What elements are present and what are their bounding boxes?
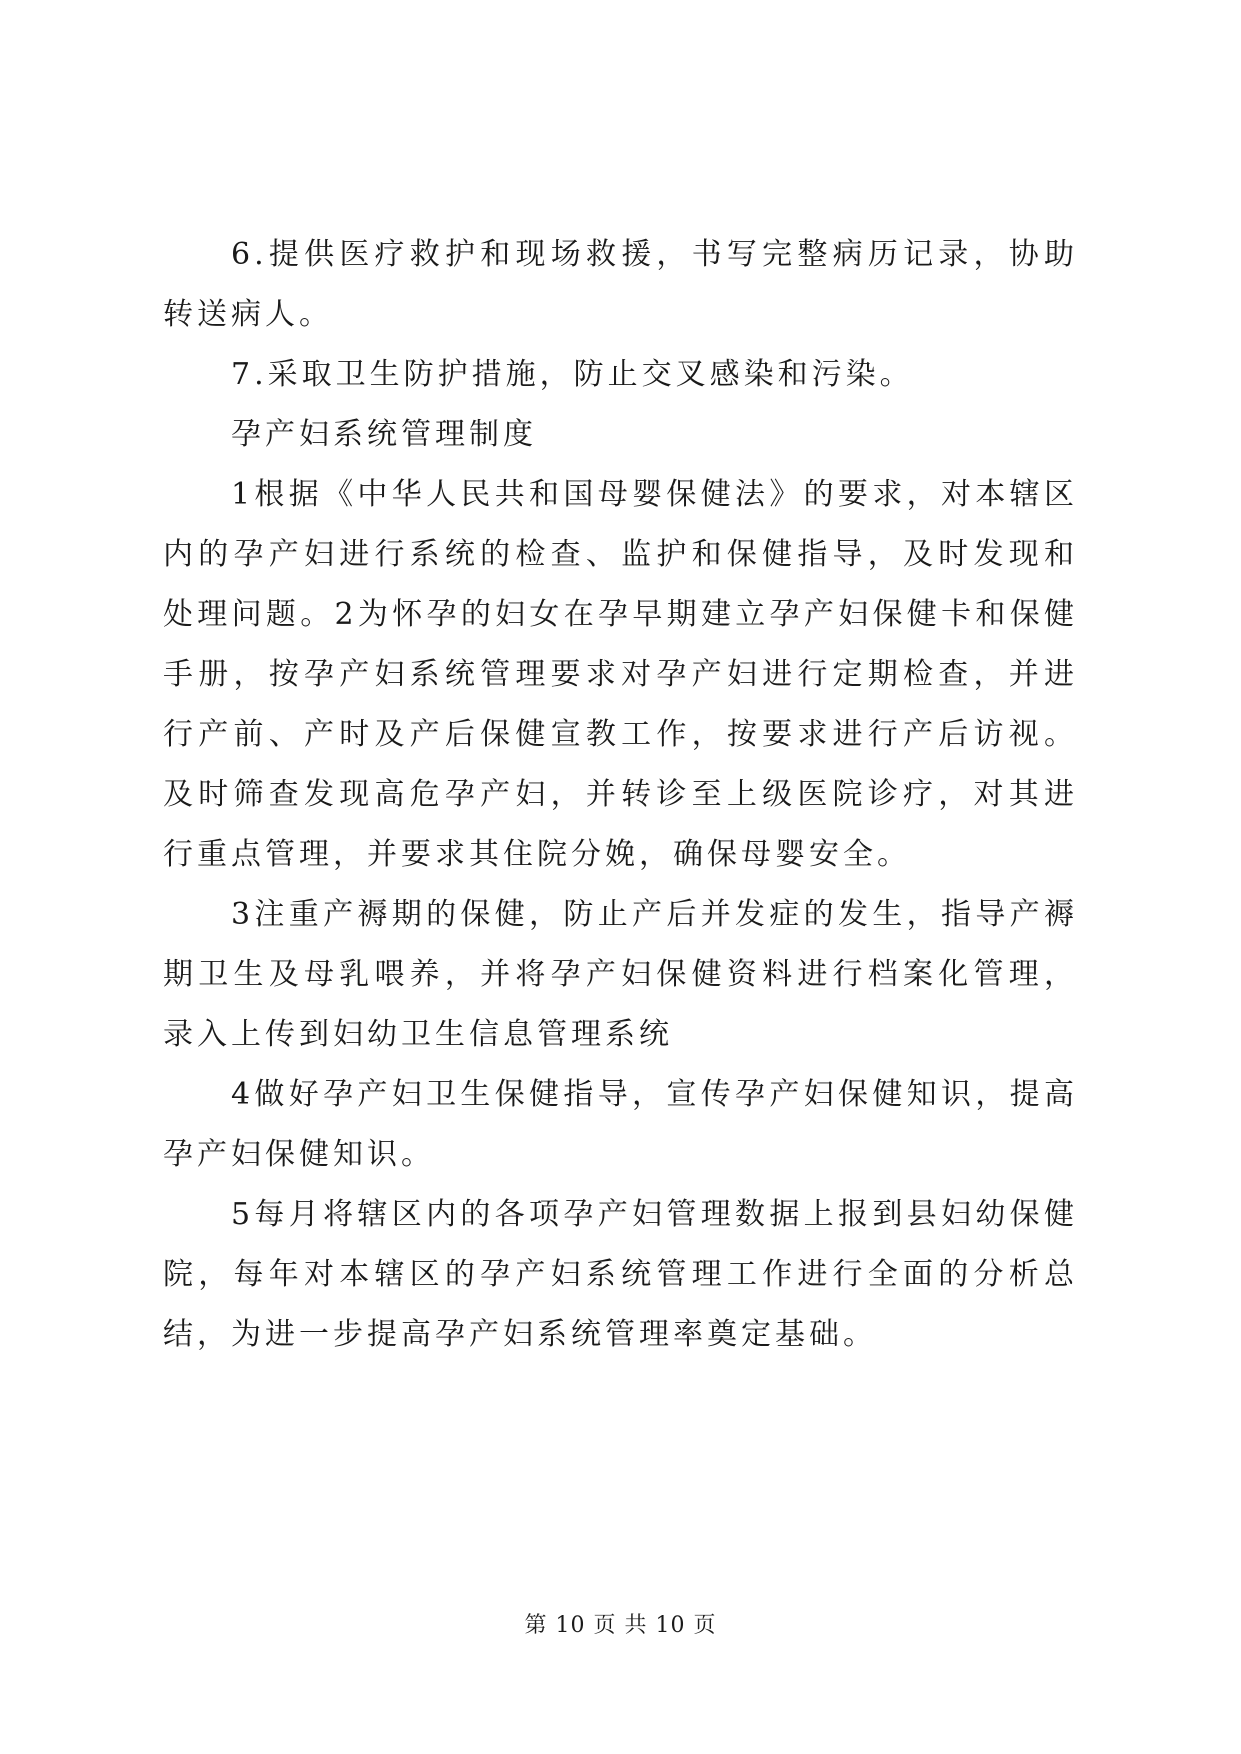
paragraph-item-7: 7.采取卫生防护措施，防止交叉感染和污染。 [231,357,914,392]
document-body [163,225,1078,1365]
page-number-footer: 第 10 页 共 10 页 [524,1613,717,1638]
section-heading: 孕产妇系统管理制度 [231,417,537,452]
paragraph-item-5: 5每月将辖区内的各项孕产妇管理数据上报到县妇幼保健院，每年对本辖区的孕产妇系统管理工作进行全面的分析总结，为进一步提高孕产妇系统管理率奠定基础。 [163,1197,1078,1352]
paragraph-item-3: 3注重产褥期的保健，防止产后并发症的发生，指导产褥期卫生及母乳喂养，并将孕产妇保健资料进行档案化管理，录入上传到妇幼卫生信息管理系统 [163,897,1078,1052]
paragraph-item-4: 4做好孕产妇卫生保健指导，宣传孕产妇保健知识，提高孕产妇保健知识。 [163,1077,1078,1172]
paragraph-item-1-2: 1根据《中华人民共和国母婴保健法》的要求，对本辖区内的孕产妇进行系统的检查、监护和保健指导，及时发现和处理问题。2为怀孕的妇女在孕早期建立孕产妇保健卡和保健手册，按孕产妇系统管理要求对孕产妇进行定期检查，并进行产前、产时及产后保健宣教工作，按要求进行产后访视。及时筛查发现高危孕产妇，并转诊至上级医院诊疗，对其进行重点管理，并要求其住院分娩，确保母婴安全。 [163,477,1078,872]
paragraph-item-6: 6.提供医疗救护和现场救援，书写完整病历记录，协助转送病人。 [163,237,1078,332]
